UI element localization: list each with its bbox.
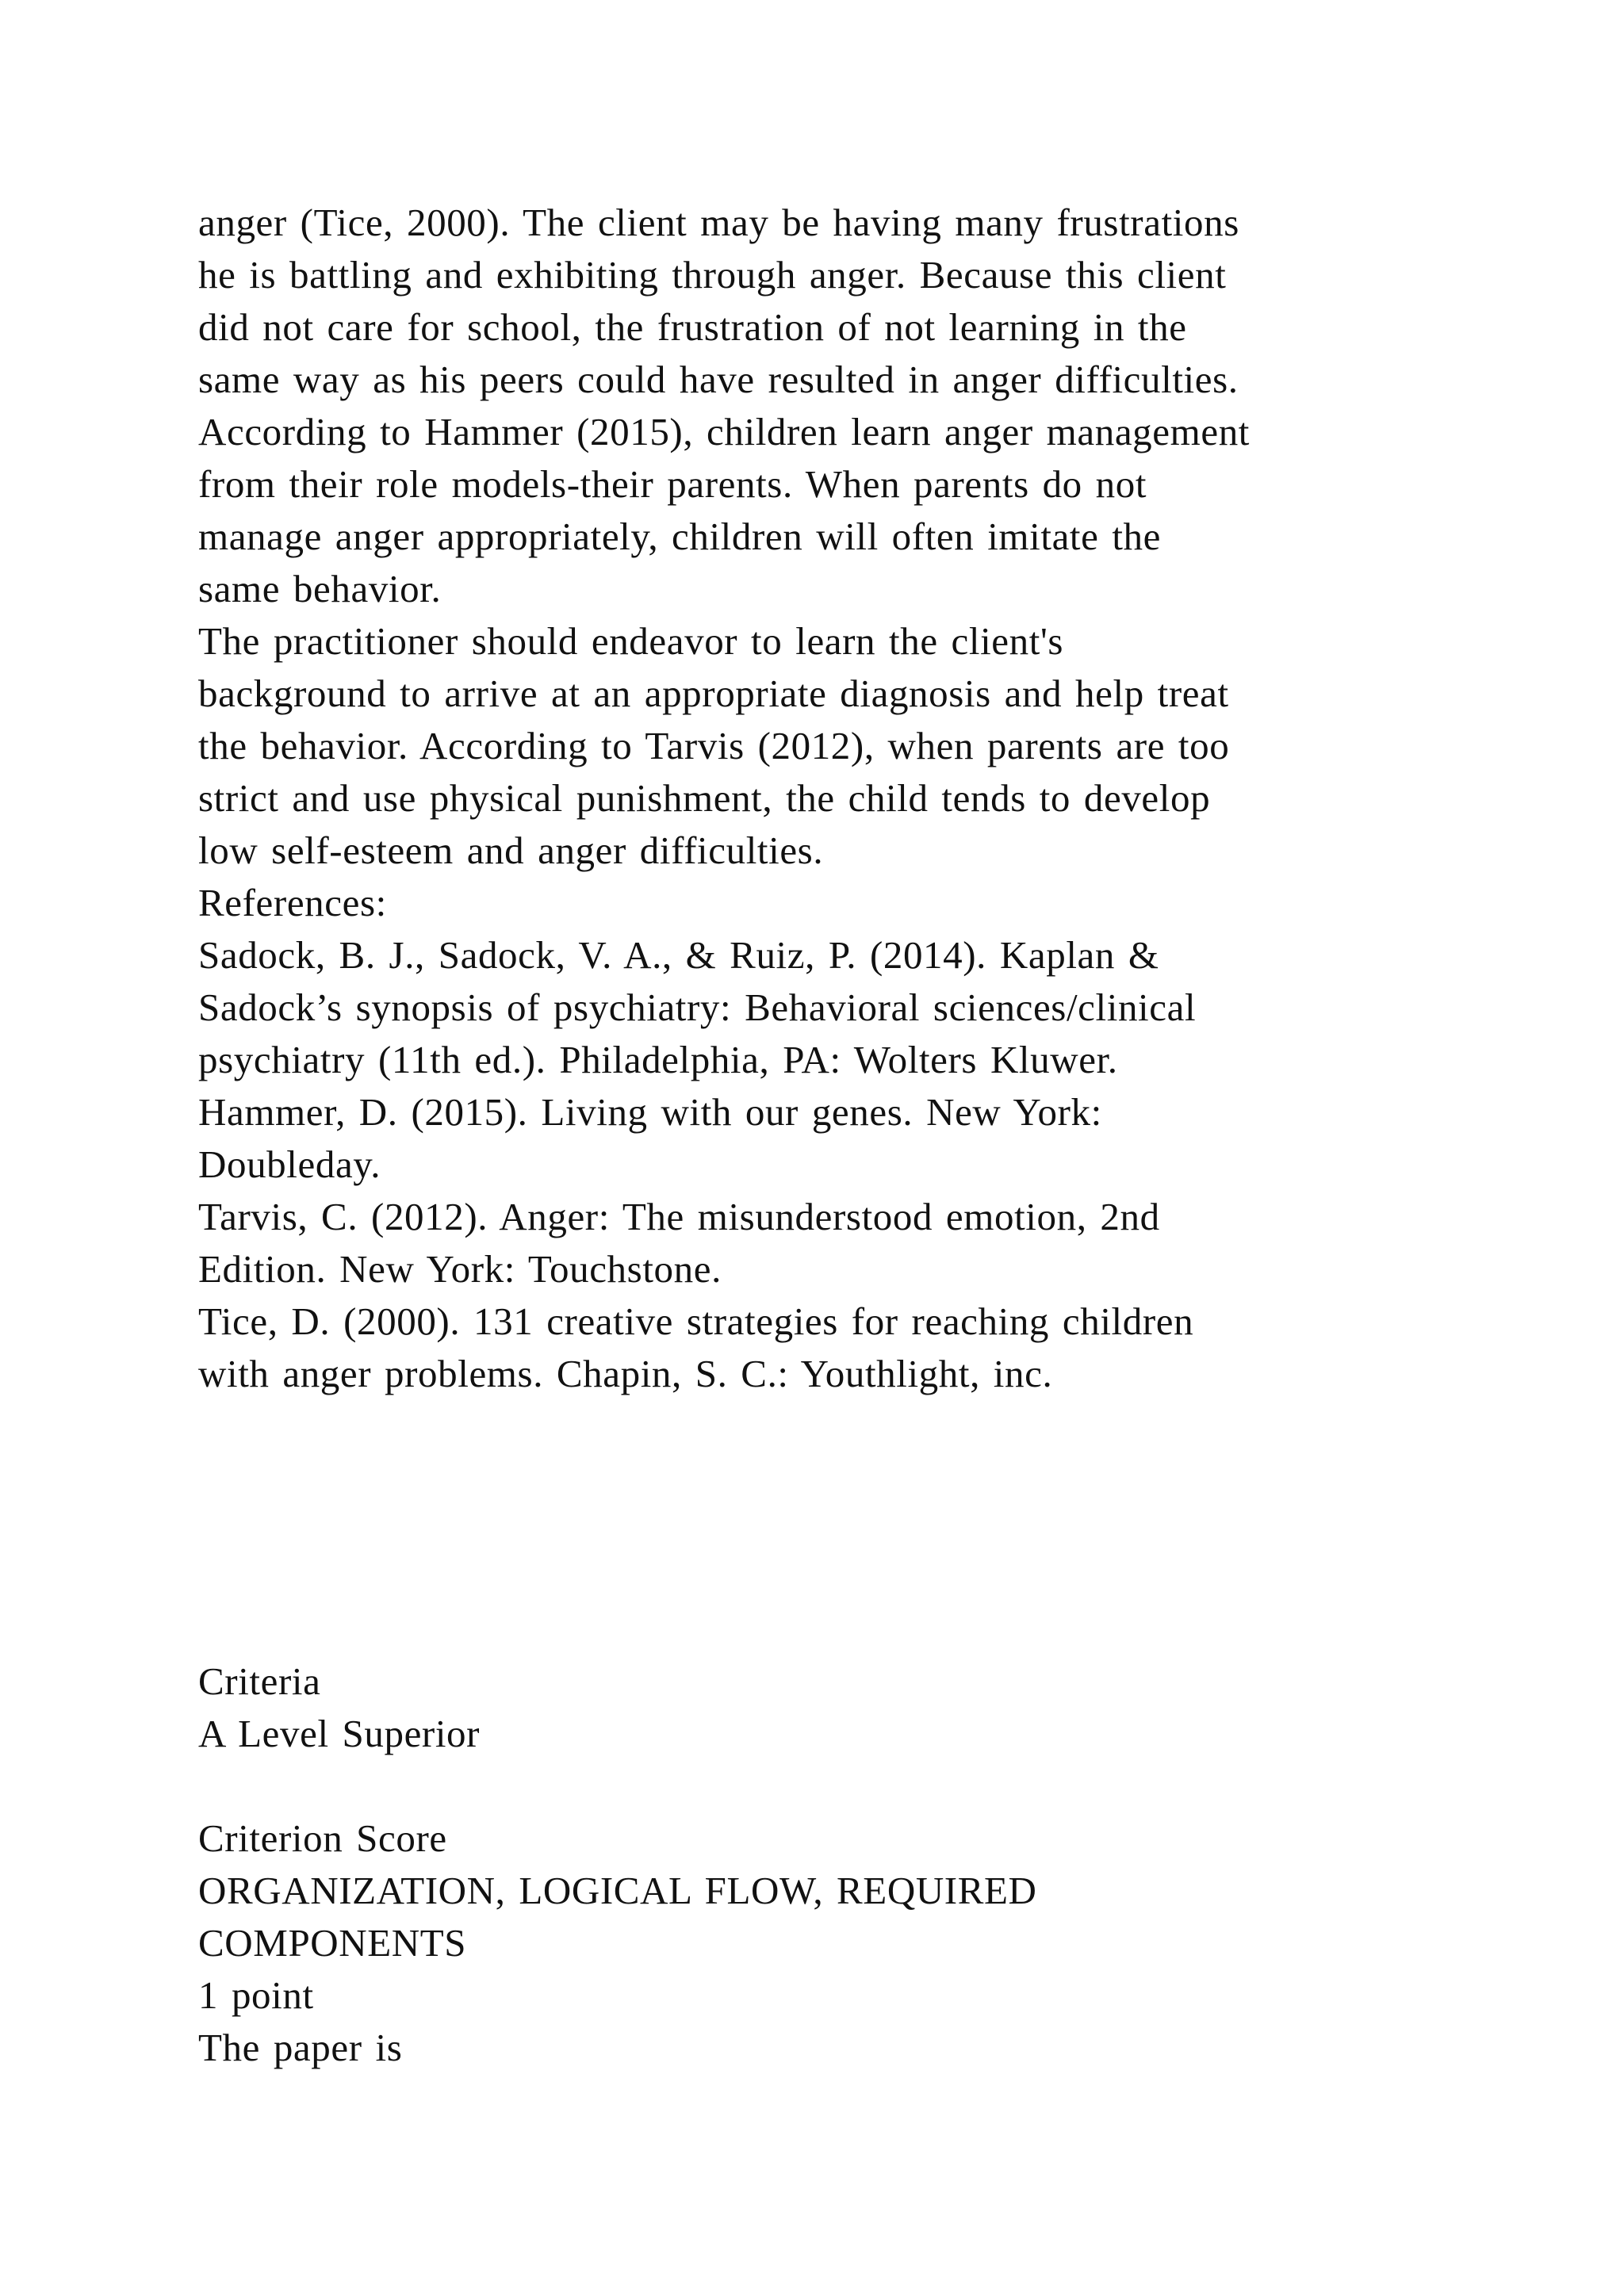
body-line: The practitioner should endeavor to learn the client's	[198, 619, 1064, 663]
body-line: background to arrive at an appropriate diagnosis and help treat	[198, 672, 1229, 715]
criterion-score-label: Criterion Score	[198, 1816, 447, 1860]
reference-line: Tice, D. (2000). 131 creative strategies for reaching children	[198, 1299, 1194, 1343]
criteria-level: A Level Superior	[198, 1712, 481, 1755]
body-line: the behavior. According to Tarvis (2012), when parents are too	[198, 724, 1230, 767]
body-line: low self-esteem and anger difficulties.	[198, 828, 824, 872]
body-line: same behavior.	[198, 567, 442, 610]
body-line: anger (Tice, 2000). The client may be having many frustrations	[198, 201, 1239, 244]
body-line: According to Hammer (2015), children learn anger management	[198, 410, 1251, 453]
reference-line: with anger problems. Chapin, S. C.: Youthlight, inc.	[198, 1352, 1053, 1395]
reference-line: Edition. New York: Touchstone.	[198, 1247, 722, 1291]
criterion-name: COMPONENTS	[198, 1921, 467, 1965]
criterion-points: 1 point	[198, 1973, 314, 2017]
references-heading: References:	[198, 881, 387, 924]
body-line: strict and use physical punishment, the child tends to develop	[198, 776, 1211, 820]
reference-line: Sadock’s synopsis of psychiatry: Behavioral sciences/clinical	[198, 985, 1197, 1029]
reference-line: Sadock, B. J., Sadock, V. A., & Ruiz, P. (2014). Kaplan &	[198, 933, 1159, 977]
reference-line: Hammer, D. (2015). Living with our genes. New York:	[198, 1090, 1102, 1134]
body-text	[198, 197, 1499, 1400]
reference-line: Tarvis, C. (2012). Anger: The misunderstood emotion, 2nd	[198, 1195, 1160, 1238]
criteria-heading: Criteria	[198, 1659, 321, 1703]
body-line: manage anger appropriately, children will often imitate the	[198, 515, 1161, 558]
criteria-section	[198, 1655, 1499, 2074]
body-line: did not care for school, the frustration of not learning in the	[198, 305, 1187, 349]
reference-line: Doubleday.	[198, 1142, 381, 1186]
body-line: same way as his peers could have resulted in anger difficulties.	[198, 358, 1239, 401]
criterion-description: The paper is	[198, 2026, 403, 2069]
body-line: from their role models-their parents. When parents do not	[198, 462, 1147, 506]
body-line: he is battling and exhibiting through anger. Because this client	[198, 253, 1227, 297]
spacer	[198, 1760, 1499, 1812]
criterion-name: ORGANIZATION, LOGICAL FLOW, REQUIRED	[198, 1869, 1037, 1912]
reference-line: psychiatry (11th ed.). Philadelphia, PA: Wolters Kluwer.	[198, 1038, 1118, 1081]
